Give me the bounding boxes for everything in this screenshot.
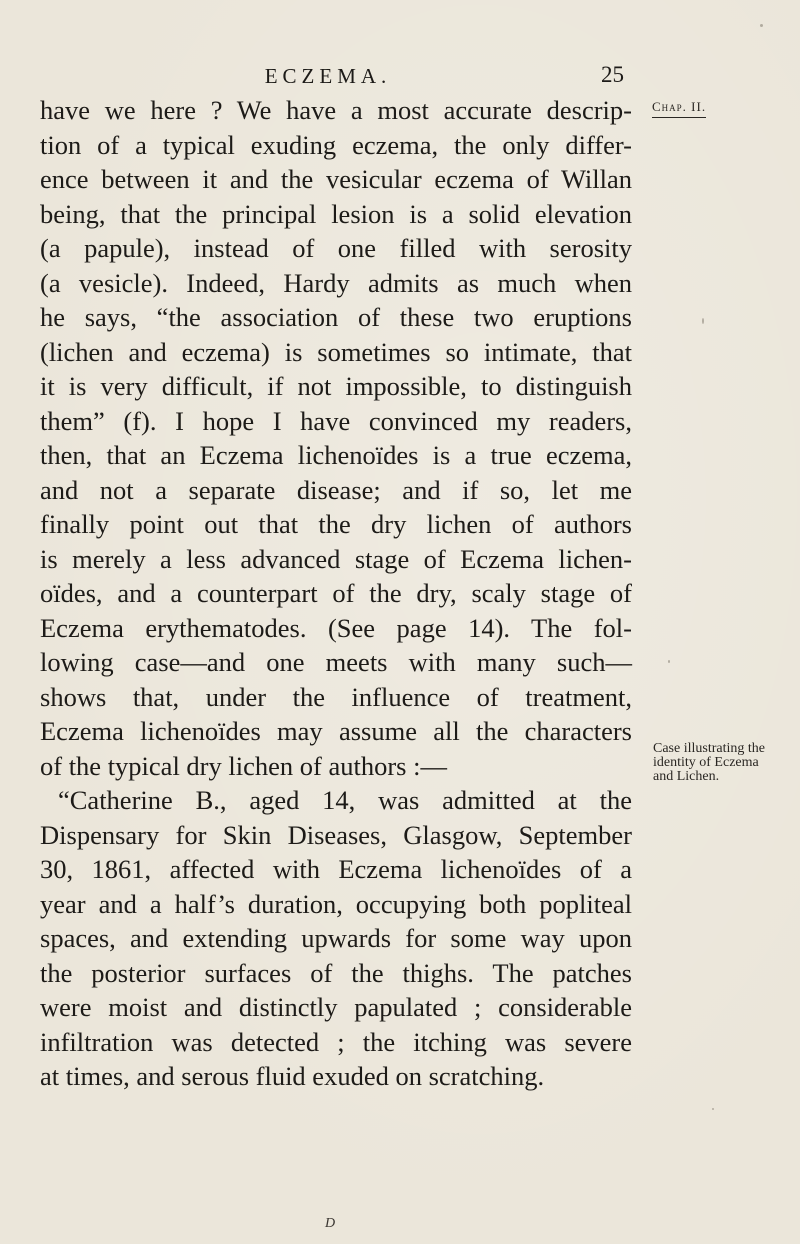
- margin-sidenote: [653, 742, 793, 784]
- paper-speck: [668, 660, 670, 663]
- text-line: being, that the principal lesion is a solid elevation: [40, 198, 632, 229]
- text-line: of the typical dry lichen of authors :—: [40, 750, 447, 781]
- text-line: at times, and serous fluid exuded on scratching.: [40, 1061, 545, 1091]
- text-line: Eczema erythematodes. (See page 14). The fol-: [40, 612, 632, 643]
- text-line: 30, 1861, affected with Eczema lichenoïdes of a: [40, 854, 632, 884]
- paper-speck: [702, 318, 704, 324]
- running-title: ECZEMA.: [264, 64, 392, 88]
- text-line: Eczema lichenoïdes may assume all the characters: [40, 716, 632, 746]
- running-head: [0, 64, 800, 94]
- text-line: then, that an Eczema lichenoïdes is a true eczema,: [40, 440, 632, 470]
- text-line: year and a half’s duration, occupying both popliteal: [40, 888, 632, 919]
- text-line: and not a separate disease; and if so, let me: [40, 474, 632, 505]
- text-line: shows that, under the influence of treatment,: [40, 681, 632, 712]
- text-line: lowing case—and one meets with many such—: [40, 647, 632, 677]
- paper-speck: [712, 1108, 714, 1110]
- text-line: Dispensary for Skin Diseases, Glasgow, September: [40, 819, 632, 850]
- chapter-label: Chap. II.: [652, 99, 706, 118]
- text-line: tion of a typical exuding eczema, the only differ-: [40, 129, 632, 160]
- text-line: he says, “the association of these two eruptions: [40, 302, 632, 332]
- page-number: 25: [601, 62, 624, 87]
- text-line: them” (f). I hope I have convinced my readers,: [40, 405, 632, 436]
- text-line: were moist and distinctly papulated ; considerable: [40, 992, 632, 1022]
- sidenote-line: Case illustrating the: [653, 741, 765, 756]
- body-text: [40, 93, 632, 1094]
- sidenote-line: identity of Eczema: [653, 755, 759, 770]
- text-line: (a vesicle). Indeed, Hardy admits as much when: [40, 267, 632, 298]
- text-line: finally point out that the dry lichen of authors: [40, 509, 632, 539]
- text-line: have we here ? We have a most accurate descrip-: [40, 95, 632, 125]
- text-line: is merely a less advanced stage of Eczema lichen-: [40, 543, 632, 574]
- text-line: it is very difficult, if not impossible, to distinguish: [40, 371, 632, 401]
- text-line: spaces, and extending upwards for some way upon: [40, 923, 632, 953]
- text-line: the posterior surfaces of the thighs. The patches: [40, 957, 632, 988]
- sidenote-line: and Lichen.: [653, 769, 720, 784]
- text-line: infiltration was detected ; the itching was severe: [40, 1026, 632, 1057]
- text-line: “Catherine B., aged 14, was admitted at the: [58, 785, 632, 815]
- text-line: oïdes, and a counterpart of the dry, scaly stage of: [40, 578, 632, 608]
- signature-mark: D: [325, 1216, 336, 1231]
- text-line: ence between it and the vesicular eczema of Willan: [40, 164, 632, 194]
- paper-speck: [760, 24, 763, 27]
- text-line: (a papule), instead of one filled with serosity: [40, 233, 632, 263]
- text-line: (lichen and eczema) is sometimes so intimate, that: [40, 336, 632, 367]
